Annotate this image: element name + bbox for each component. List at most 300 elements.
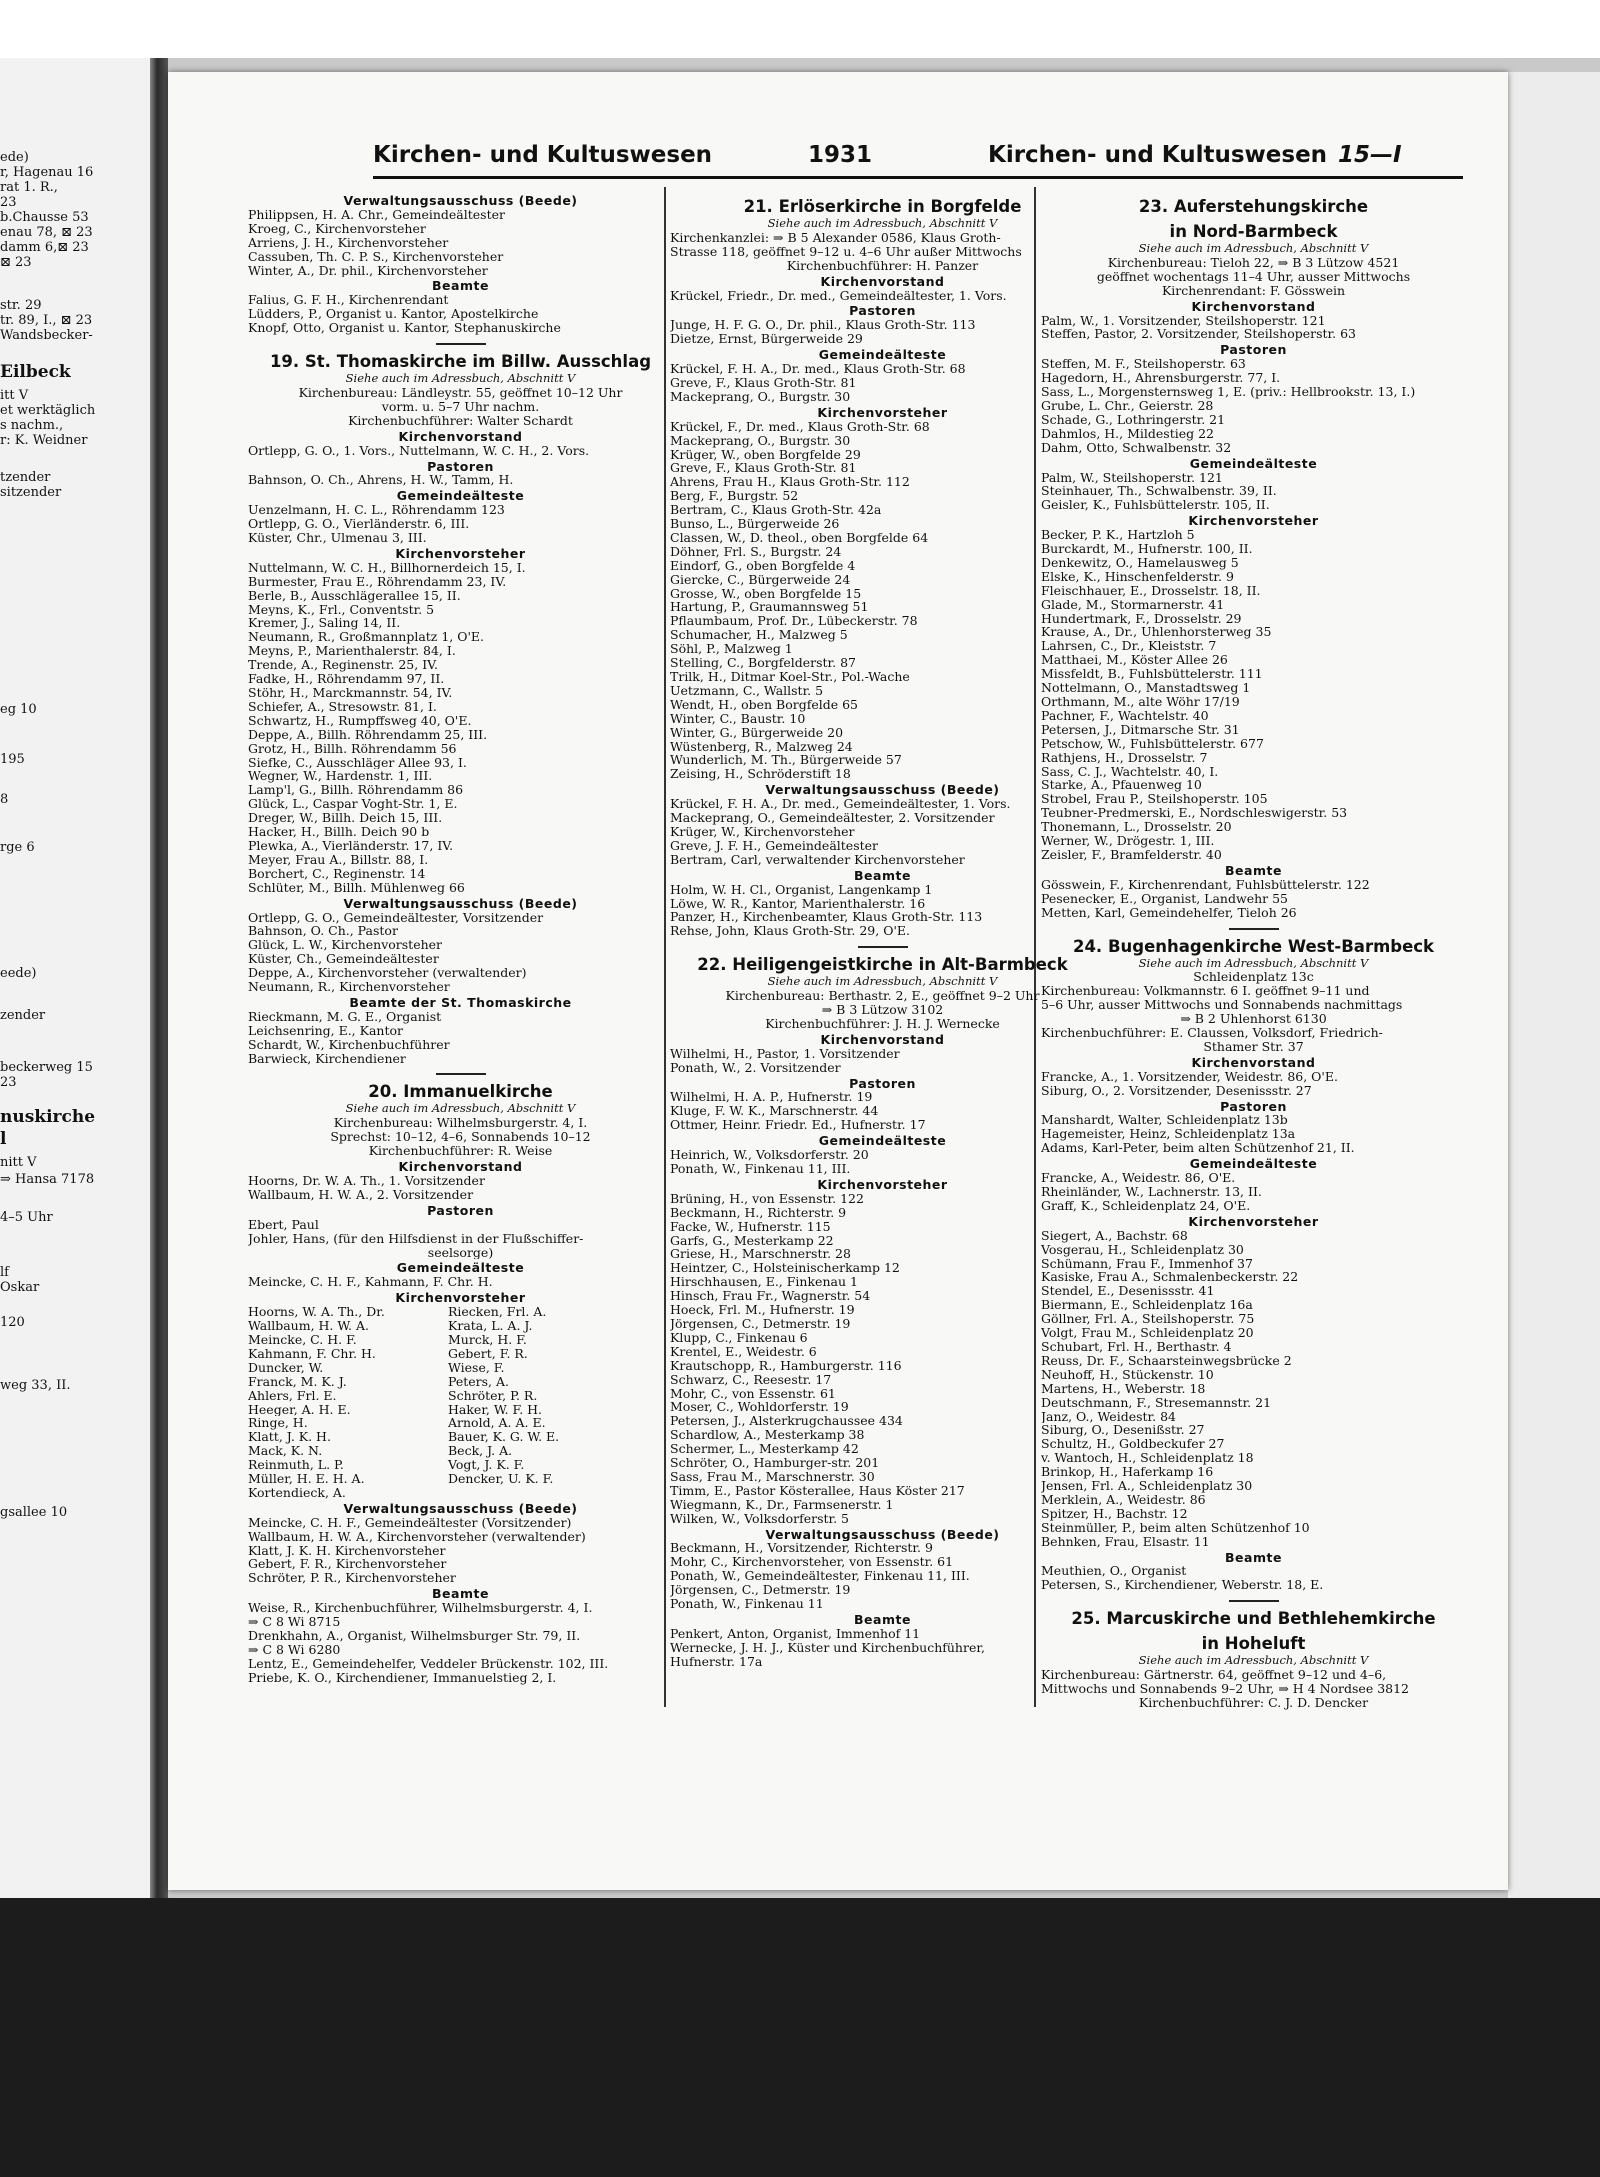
list-item: Bunso, L., Bürgerweide 26 [670,517,840,531]
list-item: Klatt, J. K. H. Kirchenvorsteher [248,1543,446,1558]
name-right: Krata, L. A. J. [448,1319,533,1333]
list-item: Strobel, Frau P., Steilshoperstr. 105 [1041,792,1268,807]
list-item: Stelling, C., Borgfelderstr. 87 [670,656,856,670]
list-item: Sass, Frau M., Marschnerstr. 30 [670,1469,875,1484]
subsection-heading: Gemeindeälteste [396,1261,525,1276]
subsection-heading: Beamte der St. Thomaskirche [349,995,572,1010]
column-3 [1041,192,1466,1710]
list-item: Garfs, G., Mesterkamp 22 [670,1233,834,1248]
list-item: Schermer, L., Mesterkamp 42 [670,1442,859,1457]
list-item: Wilken, W., Volksdorferstr. 5 [670,1511,850,1526]
subsection-heading: Gemeindeälteste [818,348,947,363]
prev-page-text: sitzender [0,485,62,500]
list-item: Ahrens, Frau H., Klaus Groth-Str. 112 [670,475,910,490]
list-item: Bertram, C., Klaus Groth-Str. 42a [670,503,882,518]
list-item: Mackeprang, O., Burgstr. 30 [670,433,851,448]
list-item: Starke, A., Pfauenweg 10 [1041,778,1202,793]
page-number: 15—I [1338,142,1402,168]
list-item: Holm, W. H. Cl., Organist, Langenkamp 1 [670,882,933,897]
list-item: Leichsenring, E., Kantor [248,1023,403,1038]
prev-page-text: 23 [0,195,17,210]
subsection-heading: Kirchenvorstand [820,1032,945,1047]
list-item: Siburg, O., Desenißstr. 27 [1041,1423,1205,1438]
subsection-heading: Kirchenvorsteher [395,1291,526,1306]
list-item: Spitzer, H., Bachstr. 12 [1041,1506,1188,1521]
list-item: Wiegmann, K., Dr., Farmsenerstr. 1 [670,1497,894,1512]
list-item: Graff, K., Schleidenplatz 24, O'E. [1041,1198,1251,1213]
list-item: Burmester, Frau E., Röhrendamm 23, IV. [248,574,507,589]
name-left: Müller, H. E. H. A. [248,1472,365,1486]
list-item: Johler, Hans, (für den Hilfsdienst in der Flußschiffer- [248,1231,584,1246]
subsection-heading: Beamte [1225,1550,1282,1565]
list-item: Werner, W., Drögestr. 1, III. [1041,834,1215,848]
prev-page-text: str. 29 [0,298,42,313]
list-item: Wernecke, J. H. J., Küster und Kirchenbuchführer, [670,1640,985,1655]
list-item: Fleischhauer, E., Drosselstr. 18, II. [1041,583,1261,598]
list-item: Glück, L. W., Kirchenvorsteher [248,938,443,953]
name-right: Haker, W. F. H. [448,1402,543,1417]
prev-page-text: nuskirche [0,1107,96,1127]
list-item: Schümann, Frau F., Immenhof 37 [1041,1256,1253,1271]
list-item: Hirschhausen, E., Finkenau 1 [670,1275,858,1290]
list-item: Plewka, A., Vierländerstr. 17, IV. [248,838,454,853]
prev-page-text: gsallee 10 [0,1505,68,1520]
list-item: Steffen, Pastor, 2. Vorsitzender, Steilshoperstr. 63 [1041,327,1357,342]
list-item: Hundertmark, F., Drosselstr. 29 [1041,611,1242,626]
list-item: Trende, A., Reginenstr. 25, IV. [248,658,438,673]
list-item [248,1319,673,1333]
list-item [248,1305,673,1319]
prev-page-text: eg 10 [0,702,37,717]
list-item: Biermann, E., Schleidenplatz 16a [1041,1298,1253,1313]
list-item: Küster, Ch., Gemeindeältester [248,952,439,967]
list-item: Schwartz, H., Rumpffsweg 40, O'E. [248,713,472,728]
prev-page-text: 120 [0,1315,25,1330]
name-right: Schröter, P. R. [448,1388,538,1403]
list-item: Barwieck, Kirchendiener [248,1051,406,1066]
name-left: Hoorns, W. A. Th., Dr. [248,1305,385,1320]
name-left: Ahlers, Frl. E. [248,1388,337,1403]
name-right: Peters, A. [448,1374,510,1389]
list-item: Kirchenbureau: Volkmannstr. 6 I. geöffnet 9–11 und [1041,984,1370,999]
list-item: Ponath, W., Gemeindeältester, Finkenau 11, III. [670,1569,970,1584]
list-item: Junge, H. F. G. O., Dr. phil., Klaus Groth-Str. 113 [670,318,976,333]
list-item: Lamp'l, G., Billh. Röhrendamm 86 [248,783,464,798]
cross-reference: Siehe auch im Adressbuch, Abschnitt V [345,372,576,386]
list-item: Wunderlich, M. Th., Bürgerweide 57 [670,753,902,768]
column-1 [248,192,673,1685]
prev-page-text: eede) [0,966,37,981]
list-item: Hinsch, Frau Fr., Wagnerstr. 54 [670,1289,871,1304]
list-item: Petersen, J., Ditmarsche Str. 31 [1041,722,1240,737]
prev-page-text: weg 33, II. [0,1378,71,1393]
list-item: Stendel, E., Desenissstr. 41 [1041,1284,1215,1299]
cross-reference: Siehe auch im Adressbuch, Abschnitt V [1138,956,1369,970]
list-item: Pesenecker, E., Organist, Landwehr 55 [1041,891,1288,906]
scan-top-margin [0,0,1600,58]
list-item: Meyns, P., Marienthalerstr. 84, I. [248,644,456,659]
list-item: Hartung, P., Graumannsweg 51 [670,600,869,615]
name-left: Duncker, W. [248,1360,324,1375]
prev-page-text: 195 [0,752,25,767]
subsection-heading: Beamte [1225,863,1282,878]
prev-page-text: lf [0,1265,9,1280]
list-item: Behnken, Frau, Elsastr. 11 [1041,1534,1210,1549]
list-item: Wallbaum, H. W. A., 2. Vorsitzender [248,1187,474,1202]
list-item: Knopf, Otto, Organist u. Kantor, Stephanuskirche [248,321,561,336]
prev-page-text: rge 6 [0,840,35,855]
subsection-heading: Pastoren [849,1076,916,1091]
list-item: Schwarz, C., Reesestr. 17 [670,1372,832,1387]
name-right: Wiese, F. [448,1360,505,1375]
list-item: Wilhelmi, H., Pastor, 1. Vorsitzender [670,1046,900,1061]
list-item: Winter, C., Baustr. 10 [670,711,806,726]
list-item: Rieckmann, M. G. E., Organist [248,1009,442,1024]
list-item: Sass, C. J., Wachtelstr. 40, I. [1041,764,1219,779]
list-item: Kirchenbuchführer: E. Claussen, Volksdorf, Friedrich- [1041,1026,1383,1040]
list-item: Sass, L., Morgensternsweg 1, E. (priv.: Hellbrookstr. 13, I.) [1041,385,1416,399]
prev-page-text: ede) [0,150,29,165]
name-left: Klatt, J. K. H. [248,1430,331,1445]
info-line: Kirchenbureau: Wilhelmsburgerstr. 4, I. [333,1116,588,1131]
list-item: Göllner, Frl. A., Steilshoperstr. 75 [1041,1312,1255,1327]
list-item: Döhner, Frl. S., Burgstr. 24 [670,544,842,559]
list-item: Penkert, Anton, Organist, Immenhof 11 [670,1626,921,1641]
list-item: Metten, Karl, Gemeindehelfer, Tieloh 26 [1041,905,1297,920]
name-right: Murck, H. F. [448,1332,527,1347]
list-item: Schröter, O., Hamburger-str. 201 [670,1456,880,1470]
list-item: Dietze, Ernst, Bürgerweide 29 [670,332,863,347]
list-item: Greve, J. F. H., Gemeindeältester [670,838,879,853]
list-item: ⇒ C 8 Wi 8715 [248,1615,341,1629]
list-item: Pflaumbaum, Prof. Dr., Lübeckerstr. 78 [670,614,918,629]
list-item: Steffen, M. F., Steilshoperstr. 63 [1041,357,1246,372]
prev-page-text: 4–5 Uhr [0,1210,53,1225]
prev-page-text: tzender [0,470,51,485]
list-item [248,1472,673,1486]
info-line: Sthamer Str. 37 [1203,1039,1304,1054]
list-item: Petschow, W., Fuhlsbüttelerstr. 677 [1041,736,1264,751]
list-item: Steinmüller, P., beim alten Schützenhof 10 [1041,1520,1310,1535]
list-item: Manshardt, Walter, Schleidenplatz 13b [1041,1113,1288,1128]
subsection-heading: Verwaltungsausschuss (Beede) [343,194,578,208]
name-left: Wallbaum, H. W. A. [248,1319,369,1333]
list-item: Glück, L., Caspar Voght-Str. 1, E. [248,797,458,812]
list-item: Greve, F., Klaus Groth-Str. 81 [670,375,857,390]
list-item: Küster, Chr., Ulmenau 3, III. [248,531,427,545]
list-item: Schultz, H., Goldbeckufer 27 [1041,1437,1225,1452]
list-item: Ponath, W., Finkenau 11, III. [670,1162,851,1176]
list-item: Elske, K., Hinschenfelderstr. 9 [1041,569,1234,584]
cross-reference: Siehe auch im Adressbuch, Abschnitt V [1138,242,1369,255]
prev-page-text: 8 [0,792,9,807]
prev-page-text: 23 [0,1075,17,1090]
list-item: Burckardt, M., Hufnerstr. 100, II. [1041,542,1253,556]
list-item: Falius, G. F. H., Kirchenrendant [248,293,449,308]
list-item: Francke, A., 1. Vorsitzender, Weidestr. 86, O'E. [1041,1069,1338,1084]
section-separator [1229,1600,1279,1602]
prev-page-text: Wandsbecker- [0,328,93,343]
list-item: Löwe, W. R., Kantor, Marienthalerstr. 16 [670,896,926,911]
list-item: Philippsen, H. A. Chr., Gemeindeältester [248,207,505,222]
list-item: Drenkhahn, A., Organist, Wilhelmsburger Str. 79, II. [248,1629,581,1643]
prev-page-text: ⊠ 23 [0,255,32,270]
list-item: Jörgensen, C., Detmerstr. 19 [670,1583,851,1598]
subsection-heading: Beamte [854,868,911,883]
list-item: Denkewitz, O., Hamelausweg 5 [1041,555,1239,570]
list-item: Trilk, H., Ditmar Koel-Str., Pol.-Wache [670,670,910,684]
list-item: Söhl, P., Malzweg 1 [670,642,793,657]
list-item: Neuhoff, H., Stückenstr. 10 [1041,1367,1214,1382]
prev-page-text: l [0,1129,7,1149]
list-item: Jörgensen, C., Detmerstr. 19 [670,1316,851,1331]
list-item: Eindorf, G., oben Borgfelde 4 [670,558,856,573]
name-right: Dencker, U. K. F. [448,1472,554,1486]
section-separator [436,1073,486,1075]
list-item [248,1333,673,1347]
subsection-heading: Pastoren [1220,1099,1287,1114]
subsection-heading: Kirchenvorstand [820,274,945,289]
list-item: Schlüter, M., Billh. Mühlenweg 66 [248,880,465,895]
prev-page-text: s nachm., [0,418,64,433]
list-item: Meuthien, O., Organist [1041,1564,1187,1579]
cross-reference: Siehe auch im Adressbuch, Abschnitt V [767,975,998,989]
prev-page-text: r: K. Weidner [0,433,88,448]
info-line: Kirchenbureau: Ländleystr. 55, geöffnet 10–12 Uhr [298,385,623,400]
list-item [248,1416,673,1430]
list-item: Hagemeister, Heinz, Schleidenplatz 13a [1041,1127,1296,1142]
list-item: Brüning, H., von Essenstr. 122 [670,1191,864,1206]
list-item: Uetzmann, C., Wallstr. 5 [670,683,824,698]
info-line: Sprechst: 10–12, 4–6, Sonnabends 10–12 [330,1130,591,1145]
subsection-heading: Pastoren [849,304,916,319]
list-item: Beckmann, H., Vorsitzender, Richterstr. 9 [670,1541,933,1556]
subsection-heading: Gemeindeälteste [396,489,525,504]
list-item: Dahm, Otto, Schwalbenstr. 32 [1041,440,1232,455]
list-item: Weise, R., Kirchenbuchführer, Wilhelmsburgerstr. 4, I. [248,1601,593,1616]
subsection-heading: Kirchenvorsteher [817,1177,948,1192]
list-item: Neumann, R., Großmannplatz 1, O'E. [248,630,485,645]
list-item: Orthmann, M., alte Wöhr 17/19 [1041,695,1240,709]
list-item: Hoeck, Frl. M., Hufnerstr. 19 [670,1303,855,1317]
subsection-heading: Verwaltungsausschuss (Beede) [765,783,1000,798]
prev-page-text: itt V [0,388,29,403]
list-item: Wilhelmi, H. A. P., Hufnerstr. 19 [670,1090,873,1105]
column-2 [670,192,1095,1669]
name-right: Beck, J. A. [448,1444,513,1459]
subsection-heading: Verwaltungsausschuss (Beede) [343,1501,578,1516]
subsection-heading: Pastoren [427,459,494,474]
list-item: Nottelmann, O., Manstadtsweg 1 [1041,681,1251,695]
info-line: ⇒ B 2 Uhlenhorst 6130 [1180,1012,1327,1027]
list-item: Volgt, Frau M., Schleidenplatz 20 [1041,1326,1254,1340]
list-item: Grosse, W., oben Borgfelde 15 [670,586,862,601]
prev-page-text: Eilbeck [0,362,71,382]
info-line: Kirchenrendant: F. Gösswein [1161,283,1346,298]
name-left: Ringe, H. [248,1416,308,1431]
list-item [248,1458,673,1472]
list-item: Kasiske, Frau A., Schmalenbeckerstr. 22 [1041,1270,1299,1285]
list-item: Winter, G., Bürgerweide 20 [670,725,844,740]
list-item: Nuttelmann, W. C. H., Billhornerdeich 15, I. [248,560,526,575]
list-item: Schiefer, A., Stresowstr. 81, I. [248,699,437,714]
subsection-heading: Kirchenvorsteher [1188,514,1319,529]
subsection-heading: Pastoren [1220,343,1287,358]
list-item: Krause, A., Dr., Uhlenhorsterweg 35 [1041,625,1272,640]
list-item: Hagedorn, H., Ahrensburgerstr. 77, I. [1041,371,1281,386]
info-line: Kirchenbuchführer: C. J. D. Dencker [1138,1696,1369,1710]
list-item: Rheinländer, W., Lachnerstr. 13, II. [1041,1185,1262,1199]
list-item [248,1375,673,1389]
prev-page-text: zender [0,1008,46,1023]
prev-page-text: ⇒ Hansa 7178 [0,1172,95,1187]
subsection-heading: Pastoren [427,1203,494,1218]
subsection-heading: Gemeindeälteste [1189,1157,1318,1172]
list-item: Zeisler, F., Bramfelderstr. 40 [1041,847,1222,862]
list-item: Deutschmann, F., Stresemannstr. 21 [1041,1395,1272,1410]
list-item: v. Wantoch, H., Schleidenplatz 18 [1041,1451,1254,1466]
info-line: ⇒ B 3 Lützow 3102 [821,1003,944,1017]
list-item: Strasse 118, geöffnet 9–12 u. 4–6 Uhr außer Mittwochs [670,244,1022,259]
list-item: Fadke, H., Röhrendamm 97, II. [248,672,445,686]
church-heading: 24. Bugenhagenkirche West-Barmbeck [1072,936,1435,956]
list-item: Borchert, C., Reginenstr. 14 [248,866,426,881]
list-item: Glade, M., Stormarnerstr. 41 [1041,597,1225,612]
list-item: Janz, O., Weidestr. 84 [1041,1409,1176,1424]
subsection-heading: Kirchenvorstand [398,429,523,444]
list-item: Geisler, K., Fuhlsbüttelerstr. 105, II. [1041,498,1270,513]
prev-page-text: b.Chausse 53 [0,210,89,225]
prev-page-text: tr. 89, I., ⊠ 23 [0,313,93,328]
section-separator [858,946,908,948]
name-right: Bauer, K. G. W. E. [448,1430,560,1445]
subsection-heading: Kirchenvorsteher [817,405,948,420]
church-heading: 23. Auferstehungskirche [1138,197,1369,216]
list-item: Grube, L. Chr., Geierstr. 28 [1041,398,1214,413]
list-item: Krückel, Friedr., Dr. med., Gemeindeältester, 1. Vors. [670,288,1007,303]
list-item: Krückel, F. H. A., Dr. med., Klaus Groth-Str. 68 [670,362,966,376]
prev-page-text: et werktäglich [0,403,96,418]
info-line: Kirchenbureau: Berthastr. 2, E., geöffnet 9–2 Uhr [725,989,1040,1004]
list-item: Petersen, J., Alsterkrugchaussee 434 [670,1414,903,1429]
list-item: Pachner, F., Wachtelstr. 40 [1041,708,1209,723]
prev-page-text: r, Hagenau 16 [0,165,94,180]
subsection-heading: Kirchenvorsteher [1188,1214,1319,1229]
list-item: Cassuben, Th. C. P. S., Kirchenvorsteher [248,249,504,264]
list-item [248,1361,673,1375]
info-line: Kirchenbuchführer: Walter Schardt [348,413,573,428]
list-item: Siegert, A., Bachstr. 68 [1041,1228,1188,1243]
list-item: Gebert, F. R., Kirchenvorsteher [248,1557,447,1572]
list-item: Palm, W., Steilshoperstr. 121 [1041,470,1223,485]
subsection-heading: Beamte [432,279,489,294]
subsection-heading: Gemeindeälteste [818,1134,947,1149]
list-item: Hacker, H., Billh. Deich 90 b [248,825,430,839]
church-heading: 19. St. Thomaskirche im Billw. Ausschlag [269,352,652,372]
list-item: Lüdders, P., Organist u. Kantor, Apostelkirche [248,307,539,322]
list-item: Thonemann, L., Drosselstr. 20 [1041,820,1232,835]
subsection-heading: Beamte [432,1587,489,1602]
list-item: Kroeg, C., Kirchenvorsteher [248,221,426,236]
list-item: Timm, E., Pastor Kösteralleе, Haus Köster 217 [670,1483,965,1498]
list-item: Meyns, K., Frl., Conventstr. 5 [248,602,435,617]
list-item [248,1444,673,1458]
list-item: Priebe, K. O., Kirchendiener, Immanuelstieg 2, I. [248,1670,557,1685]
list-item: Ebert, Paul [248,1217,319,1232]
list-item: Ponath, W., Finkenau 11 [670,1597,824,1611]
list-item: Kirchenbureau: Gärtnerstr. 64, geöffnet 9–12 und 4–6, [1041,1668,1387,1683]
list-item: Wegner, W., Hardenstr. 1, III. [248,769,433,784]
list-item: Ortlepp, G. O., Gemeindeältester, Vorsitzender [248,910,544,925]
list-item [248,1389,673,1403]
cross-reference: Siehe auch im Adressbuch, Abschnitt V [345,1102,576,1116]
scan-bottom-margin [0,1898,1600,2177]
list-item: Kortendieck, A. [248,1485,346,1500]
prev-page-text: rat 1. R., [0,180,58,195]
list-item: Jensen, Frl. A., Schleidenplatz 30 [1041,1479,1253,1493]
list-item: Petersen, S., Kirchendiener, Weberstr. 18, E. [1041,1578,1324,1593]
list-item: Mackeprang, O., Gemeindeältester, 2. Vorsitzender [670,811,995,825]
list-item: Ortlepp, G. O., Vierländerstr. 6, III. [248,517,470,532]
list-item: Schubart, Frl. H., Berthastr. 4 [1041,1339,1232,1354]
list-item: Schumacher, H., Malzweg 5 [670,628,848,643]
list-item: Uenzelmann, H. C. L., Röhrendamm 123 [248,503,505,518]
name-right: Riecken, Frl. A. [448,1305,547,1320]
section-separator [1229,928,1279,930]
name-left: Franck, M. K. J. [248,1374,347,1389]
name-left: Meincke, C. H. F. [248,1332,357,1347]
list-item: Lahrsen, C., Dr., Kleiststr. 7 [1041,639,1217,654]
info-line: Kirchenbuchführer: H. Panzer [786,258,979,273]
list-item: Meincke, C. H. F., Gemeindeältester (Vorsitzender) [248,1515,572,1530]
list-item: Deppe, A., Billh. Röhrendamm 25, III. [248,727,488,742]
name-right: Arnold, A. A. E. [448,1416,546,1431]
list-item: Bahnson, O. Ch., Ahrens, H. W., Tamm, H. [248,473,514,488]
list-item [248,1430,673,1444]
header-rule [373,176,1463,179]
list-item: Facke, W., Hufnerstr. 115 [670,1219,831,1234]
list-item: Siefke, C., Ausschläger Allee 93, I. [248,755,467,770]
subsection-heading: Kirchenvorstand [1191,1055,1316,1070]
list-item: Brinkop, H., Haferkamp 16 [1041,1465,1214,1480]
subsection-heading: Kirchenvorstand [1191,299,1316,314]
list-item: Heinrich, W., Volksdorferstr. 20 [670,1148,869,1162]
list-item: Kremer, J., Saling 14, II. [248,616,401,631]
list-item: Wallbaum, H. W. A., Kirchenvorsteher (verwaltender) [248,1529,586,1544]
page-header [168,142,1508,192]
list-item: Rehse, John, Klaus Groth-Str. 29, O'E. [670,924,910,939]
prev-page-text: nitt V [0,1155,37,1170]
list-item: Bertram, Carl, verwaltender Kirchenvorsteher [670,852,965,867]
header-left-title: Kirchen- und Kultuswesen [373,142,713,168]
list-item: Ponath, W., 2. Vorsitzender [670,1060,841,1075]
list-item: Zeising, H., Schröderstift 18 [670,767,851,782]
list-item: Meincke, C. H. F., Kahmann, F. Chr. H. [248,1275,493,1290]
church-heading: in Nord-Barmbeck [1169,222,1338,241]
name-left: Mack, K. N. [248,1444,323,1459]
list-item: Gösswein, F., Kirchenrendant, Fuhlsbüttelerstr. 122 [1041,877,1370,892]
header-year: 1931 [808,142,873,168]
list-item: Dreger, W., Billh. Deich 15, III. [248,811,443,826]
list-item: Wendt, H., oben Borgfelde 65 [670,697,859,712]
list-item: Deppe, A., Kirchenvorsteher (verwaltender) [248,966,527,981]
list-item: Stöhr, H., Marckmannstr. 54, IV. [248,686,453,700]
list-item: Meyer, Frau A., Billstr. 88, I. [248,852,429,867]
list-item: Wüstenberg, R., Malzweg 24 [670,739,853,754]
prev-page-text: enau 78, ⊠ 23 [0,225,93,240]
church-heading: in Hoheluft [1201,1634,1306,1654]
document-page [168,72,1508,1890]
